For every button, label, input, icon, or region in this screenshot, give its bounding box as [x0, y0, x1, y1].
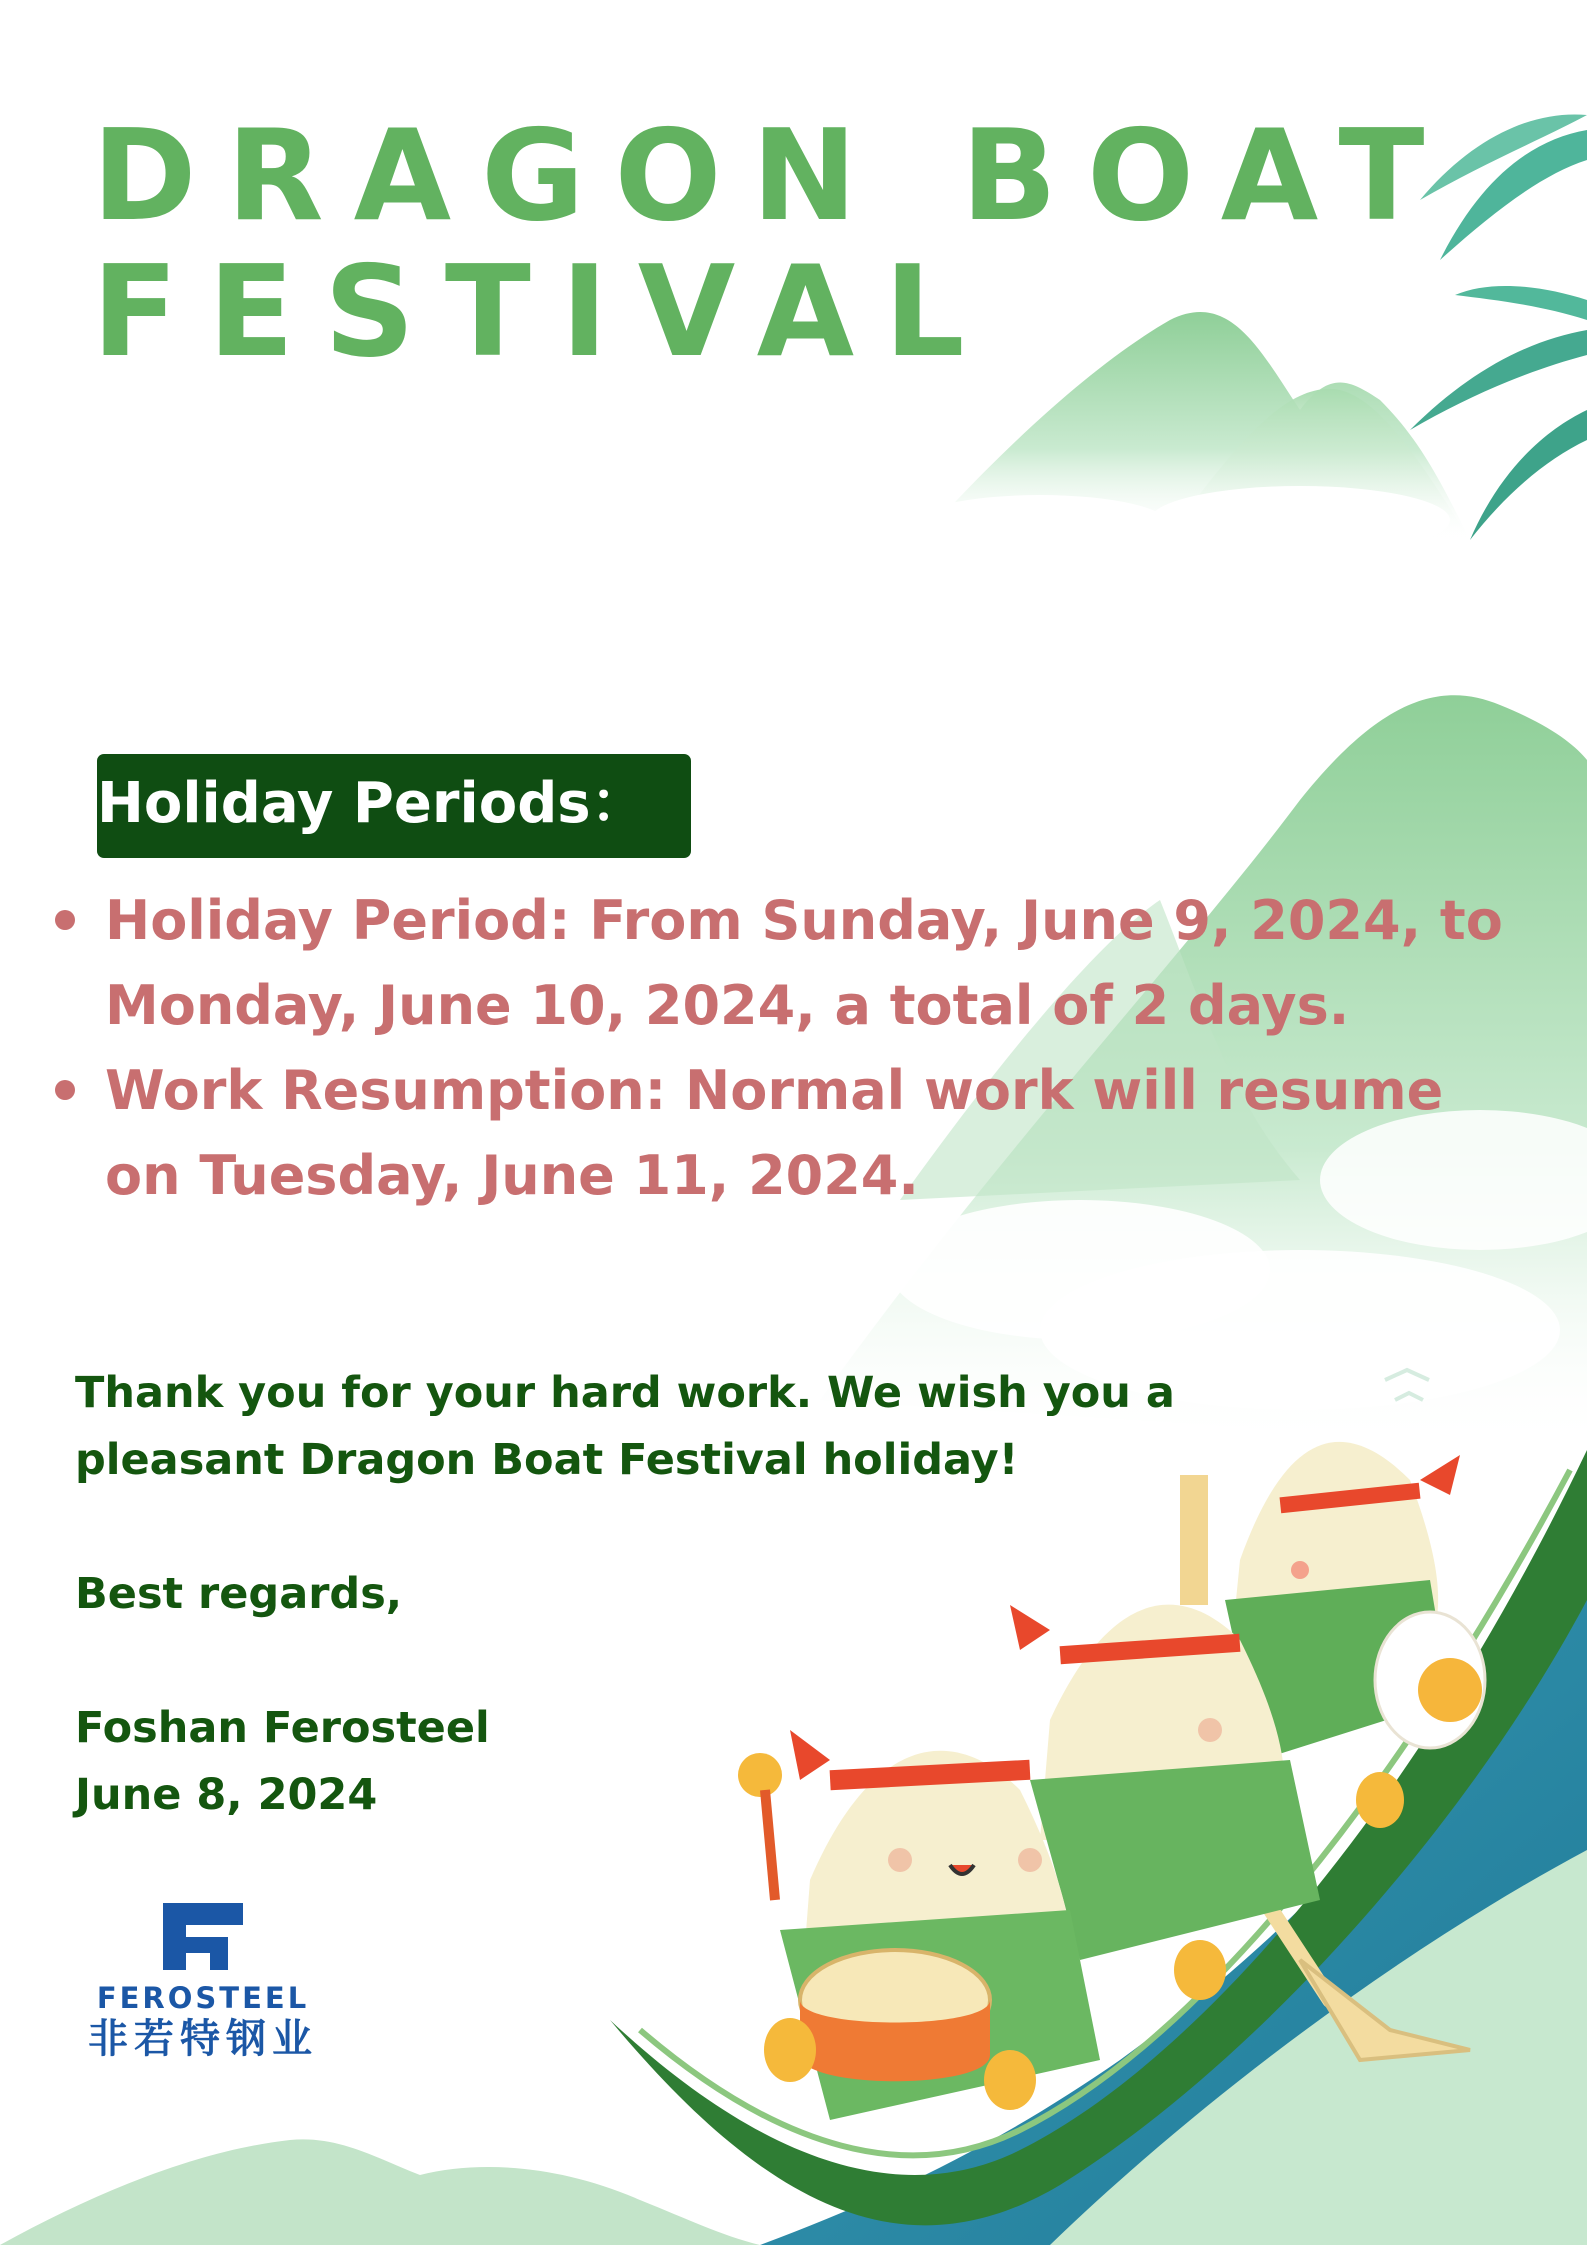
bullet-icon — [55, 910, 75, 930]
letter-body — [75, 1360, 1375, 1829]
ferosteel-logo-icon — [78, 1895, 328, 1975]
list-item — [50, 1048, 1510, 1218]
work-resumption-text: Work Resumption: Normal work will resume on Tuesday, June 11, 2024. — [105, 1059, 1444, 1207]
holiday-list — [50, 878, 1510, 1218]
bullet-icon — [55, 1080, 75, 1100]
holiday-heading: Holiday Periods： — [97, 771, 647, 836]
logo-chinese-name: 非若特钢业 — [88, 2016, 318, 2062]
thank-you-message: Thank you for your hard work. We wish you a pleasant Dragon Boat Festival holiday! — [75, 1368, 1175, 1485]
letter-date: June 8, 2024 — [75, 1770, 378, 1820]
bottom-left-hills — [0, 2139, 760, 2245]
title-line-2: FESTIVAL — [92, 238, 995, 385]
company-logo — [78, 1895, 328, 2063]
page-title — [92, 102, 1455, 385]
closing: Best regards, — [75, 1569, 403, 1619]
title-line-1: DRAGON BOAT — [92, 102, 1455, 249]
logo-name: FEROSTEEL — [96, 1981, 310, 2015]
list-item — [50, 878, 1510, 1048]
holiday-period-text: Holiday Period: From Sunday, June 9, 2024, to Monday, June 10, 2024, a total of 2 days. — [105, 889, 1503, 1037]
signature: Foshan Ferosteel — [75, 1703, 490, 1753]
